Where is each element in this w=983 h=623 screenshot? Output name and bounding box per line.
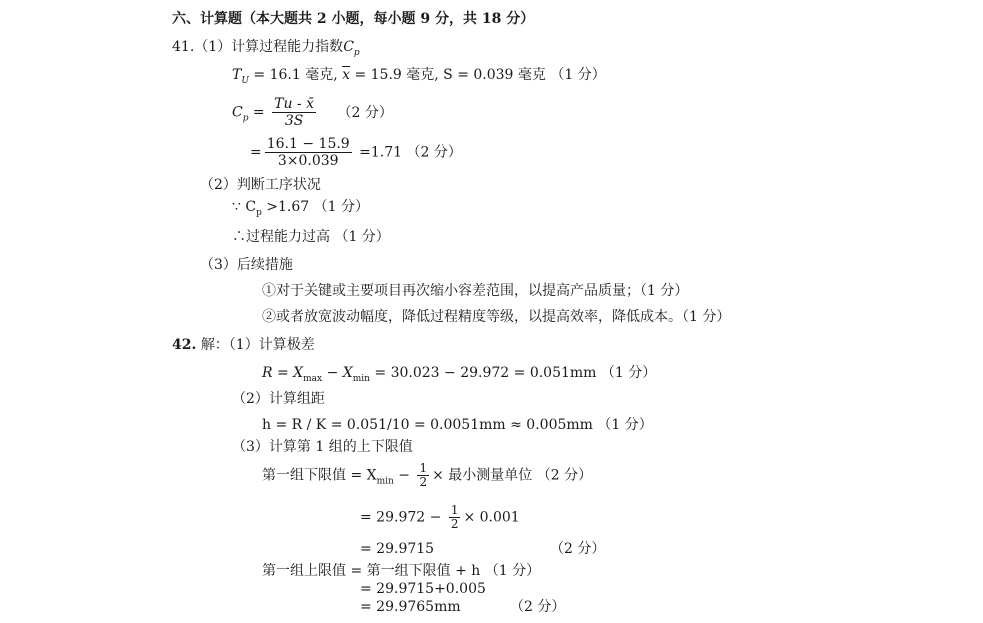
q41-part2-conclusion: ∴过程能力过高 （1 分） — [232, 229, 390, 245]
because-cp: ∵ C — [232, 199, 257, 215]
tu-value: = 16.1 毫克, — [248, 67, 343, 83]
q41-cp-formula — [232, 96, 393, 129]
range-rest: = 30.023 − 29.972 = 0.051mm （1 分） — [369, 365, 657, 381]
q42-lower-limit-calc — [360, 504, 520, 531]
cp-formula-fraction — [272, 96, 316, 129]
q42-upper-limit-calc: = 29.9715+0.005 — [360, 581, 486, 597]
q42-part2-label: （2）计算组距 — [232, 391, 325, 407]
range-pre: R = X — [262, 365, 304, 381]
cp-formula-eq: = — [248, 104, 270, 121]
half-fraction — [417, 462, 429, 489]
cp-calc-eq: = — [250, 144, 262, 161]
cp-symbol: C — [343, 39, 354, 55]
range-sub-max: max — [303, 373, 323, 384]
half-denominator-calc: 2 — [450, 517, 459, 531]
cp-calc-result: =1.71 （2 分） — [354, 144, 462, 161]
q42-intro-line — [172, 336, 315, 354]
q41-part1-line — [172, 38, 360, 62]
cp-formula-lhs: C — [232, 104, 243, 121]
q42-range-formula — [262, 364, 656, 388]
xbar-and-s-values: = 15.9 毫克, S = 0.039 毫克 （1 分） — [350, 67, 606, 83]
q41-part2-label: （2）判断工序状况 — [200, 177, 321, 193]
tu-subscript: U — [241, 75, 249, 86]
lower-limit-pre: 第一组下限值 = X — [262, 467, 377, 484]
cp-calc-numerator: 16.1 − 15.9 — [266, 136, 350, 152]
section-header: 六、计算题（本大题共 2 小题，每小题 9 分，共 18 分） — [172, 11, 535, 27]
lower-result: = 29.9715 — [360, 541, 435, 557]
q42-upper-limit-result — [360, 598, 566, 616]
q41-part3-item2: ②或者放宽波动幅度，降低过程精度等级，以提高效率，降低成本。（1 分） — [262, 309, 731, 325]
lower-limit-sub-min: min — [376, 476, 394, 487]
range-mid: − X — [322, 365, 353, 381]
q42-interval-formula: h = R / K = 0.051/10 = 0.0051mm ≈ 0.005mm （1 分） — [262, 417, 653, 433]
half-fraction-calc — [449, 504, 461, 531]
lower-limit-rest: × 最小测量单位 （2 分） — [432, 467, 593, 484]
q41-cp-calculation — [250, 136, 462, 169]
half-numerator: 1 — [419, 461, 428, 475]
tu-symbol: T — [232, 67, 242, 83]
lower-calc-rest: × 0.001 — [463, 509, 520, 526]
cp-calc-fraction — [265, 136, 352, 169]
q41-number: 41. — [172, 39, 195, 55]
q41-part3-item1: ①对于关键或主要项目再次缩小容差范围，以提高产品质量；（1 分） — [262, 283, 689, 299]
because-cp-sub: p — [256, 207, 262, 218]
half-numerator-calc: 1 — [450, 503, 459, 517]
cp-formula-denominator: 3S — [284, 113, 304, 129]
cp-formula-numerator: Tu - x̄ — [274, 96, 315, 112]
q42-upper-limit-formula: 第一组上限值 = 第一组下限值 + h （1 分） — [262, 563, 541, 579]
cp-calc-denominator: 3×0.039 — [277, 153, 339, 169]
upper-result-score: （2 分） — [510, 599, 566, 615]
because-cp-rest: >1.67 （1 分） — [261, 199, 370, 215]
q42-lower-limit-result — [360, 540, 606, 558]
q41-part3-label: （3）后续措施 — [200, 257, 293, 273]
cp-formula-score: （2 分） — [337, 104, 393, 121]
xbar-symbol: $\overline{x}$ — [342, 67, 350, 83]
q41-part2-condition — [232, 198, 369, 222]
q42-part3-label: （3）计算第 1 组的上下限值 — [232, 439, 413, 455]
q41-given-values — [232, 66, 606, 90]
range-sub-min: min — [352, 373, 370, 384]
upper-result: = 29.9765mm — [360, 599, 461, 615]
lower-result-score: （2 分） — [550, 541, 606, 557]
half-denominator: 2 — [419, 475, 428, 489]
q42-intro: 解：（1）计算极差 — [200, 337, 315, 353]
q42-lower-limit-formula — [262, 462, 592, 490]
q42-number: 42. — [172, 337, 197, 353]
q41-part1-label: （1）计算过程能力指数 — [194, 39, 344, 55]
lower-limit-minus: − — [393, 467, 415, 484]
lower-calc-pre: = 29.972 − — [360, 509, 446, 526]
cp-subscript: p — [353, 47, 360, 58]
cp-formula-lhs-sub: p — [242, 113, 249, 124]
